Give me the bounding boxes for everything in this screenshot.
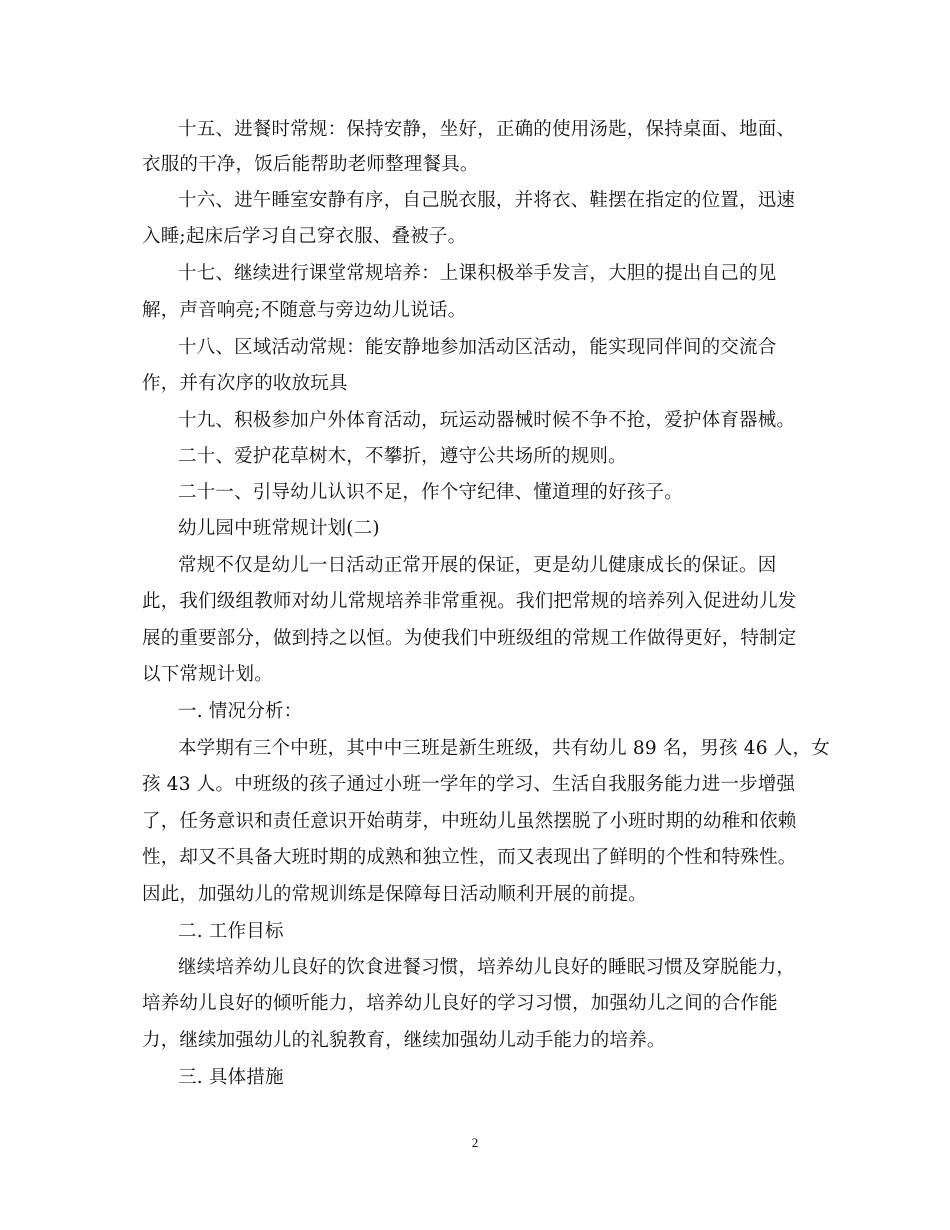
text-line: 十六、进午睡室安静有序，自己脱衣服，并将衣、鞋摆在指定的位置，迅速 [178,190,796,211]
text-line: 作，并有次序的收放玩具 [142,373,348,394]
text-line: 孩 43 人。中班级的孩子通过小班一学年的学习、生活自我服务能力进一步增强 [142,774,796,795]
text-line: 二十、爱护花草树木，不攀折，遵守公共场所的规则。 [178,446,627,467]
text-line: 衣服的干净，饭后能帮助老师整理餐具。 [142,154,479,175]
text-line: 常规不仅是幼儿一日活动正常开展的保证，更是幼儿健康成长的保证。因 [178,555,777,576]
text-line: 十九、积极参加户外体育活动，玩运动器械时候不争不抢，爱护体育器械。 [178,410,796,431]
text-line: 十五、进餐时常规：保持安静，坐好，正确的使用汤匙，保持桌面、地面、 [178,119,796,140]
text-line: 因此，加强幼儿的常规训练是保障每日活动顺利开展的前提。 [142,884,647,905]
text-line: 二十一、引导幼儿认识不足，作个守纪律、懂道理的好孩子。 [178,482,683,503]
text-line: 继续培养幼儿良好的饮食进餐习惯，培养幼儿良好的睡眠习惯及穿脱能力， [178,957,796,978]
text-line: 解，声音响亮;不随意与旁边幼儿说话。 [142,300,467,321]
text-line: 入睡;起床后学习自己穿衣服、叠被子。 [142,226,467,247]
text-line: 性，却又不具备大班时期的成熟和独立性，而又表现出了鲜明的个性和特殊性。 [142,847,797,868]
text-line: 培养幼儿良好的倾听能力，培养幼儿良好的学习习惯，加强幼儿之间的合作能 [142,993,778,1014]
text-line: 以下常规计划。 [142,664,273,685]
text-line: 十七、继续进行课堂常规培养：上课积极举手发言，大胆的提出自己的见 [178,263,777,284]
text-line: 展的重要部分，做到持之以恒。为使我们中班级组的常规工作做得更好，特制定 [142,628,797,649]
section-heading: 三. 具体措施 [178,1067,284,1088]
text-line: 本学期有三个中班，其中中三班是新生班级，共有幼儿 89 名，男孩 46 人，女 [178,738,830,759]
section-heading: 二. 工作目标 [178,921,284,942]
section-heading: 一. 情况分析： [178,701,303,722]
text-line: 十八、区域活动常规：能安静地参加活动区活动，能实现同伴间的交流合 [178,337,777,358]
text-line: 此，我们级组教师对幼儿常规培养非常重视。我们把常规的培养列入促进幼儿发 [142,591,797,612]
section-heading: 幼儿园中班常规计划(二) [178,518,380,539]
page-number: 2 [471,1135,479,1150]
text-line: 了，任务意识和责任意识开始萌芽，中班幼儿虽然摆脱了小班时期的幼稚和依赖 [142,811,797,832]
text-line: 力，继续加强幼儿的礼貌教育，继续加强幼儿动手能力的培养。 [142,1030,666,1051]
